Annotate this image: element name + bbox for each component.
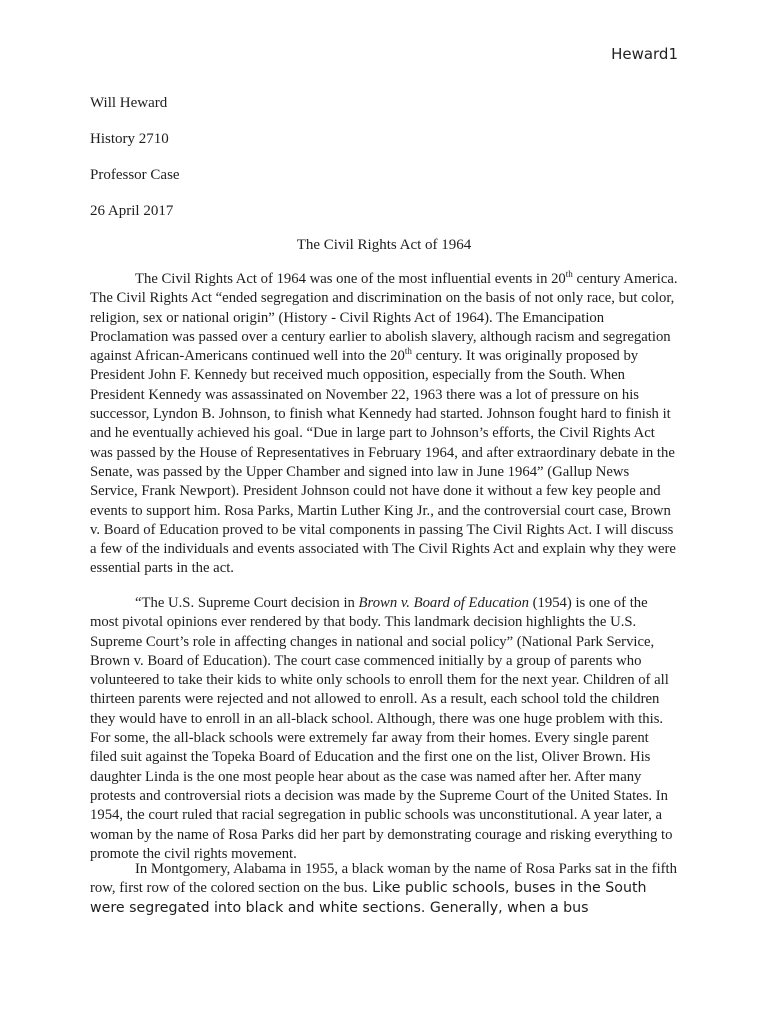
p2-case-name-italic: Brown v. Board of Education <box>358 595 529 611</box>
p3-text-a: In Montgomery, Alabama in 1955, a black woman by the name of Rosa Parks sat in the fifth row, first row of the colored section on the bus. <box>90 861 677 897</box>
p1-text-a: The Civil Rights Act of 1964 was one of the most influential events in 20 <box>135 271 566 287</box>
paragraph-2 <box>90 594 678 864</box>
p3-text-b: Like public schools, buses in the South were segregated into black and white sections. Generally, when a bus <box>90 880 647 916</box>
p1-text-c: century. It was originally proposed by President John F. Kennedy but received much opposition, especially from the South. When President Kennedy was assassinated on November 22, 1963 there was a lot of pressure on his successor, Lyndon B. Johnson, to finish what Kennedy had started. Johnson fought hard to finish it and he eventually achieved his goal. “Due in large part to Johnson’s efforts, the Civil Rights Act was passed by the House of Representatives in February 1964, and after extraordinary debate in the Senate, was passed by the Upper Chamber and signed into law in June 1964” (Gallup News Service, Frank Newport). President Johnson could not have done it without a few key people and events to support him. Rosa Parks, Martin Luther King Jr., and the controversial court case, Brown v. Board of Education proved to be vital components in passing The Civil Rights Act. I will discuss a few of the individuals and events associated with The Civil Rights Act and explain why they were essential parts in the act. <box>90 348 676 577</box>
course-name: History 2710 <box>90 131 169 147</box>
running-head: Heward1 <box>611 45 678 63</box>
professor-name: Professor Case <box>90 167 180 183</box>
essay-title: The Civil Rights Act of 1964 <box>296 237 472 253</box>
p2-text-a: “The U.S. Supreme Court decision in <box>135 595 359 611</box>
p1-text-b: century America. The Civil Rights Act “ended segregation and discrimination on the basis of not only race, but color, religion, sex or national origin” (History - Civil Rights Act of 1964). The Emancipation Proclamation was passed over a century earlier to abolish slavery, although racism and segregation against African-Americans continued well into the 20 <box>90 271 678 365</box>
date: 26 April 2017 <box>90 203 174 219</box>
author-name: Will Heward <box>90 95 168 111</box>
p1-superscript-2: th <box>404 346 412 357</box>
paragraph-3 <box>90 860 678 918</box>
p1-superscript-1: th <box>565 269 573 280</box>
p2-text-b: (1954) is one of the most pivotal opinions ever rendered by that body. This landmark decision highlights the U.S. Supreme Court’s role in affecting changes in national and social policy” (National Park Service, Brown v. Board of Education). The court case commenced initially by a group of parents who volunteered to take their kids to white only schools to enroll them for the next year. Children of all thirteen parents were rejected and not allowed to enroll. As a result, each school told the children they would have to enroll in an all-black school. Although, there was one huge problem with this. For some, the all-black schools were extremely far away from their homes. Every single parent filed suit against the Topeka Board of Education and the first one on the list, Oliver Brown. His daughter Linda is the one most people hear about as the case was named after her. After many protests and controversial riots a decision was made by the Supreme Court of the United States. In 1954, the court ruled that racial segregation in public schools was unconstitutional. A year later, a woman by the name of Rosa Parks did her part by demonstrating courage and risking everything to promote the civil rights movement. <box>90 595 673 862</box>
paragraph-1 <box>90 270 678 579</box>
